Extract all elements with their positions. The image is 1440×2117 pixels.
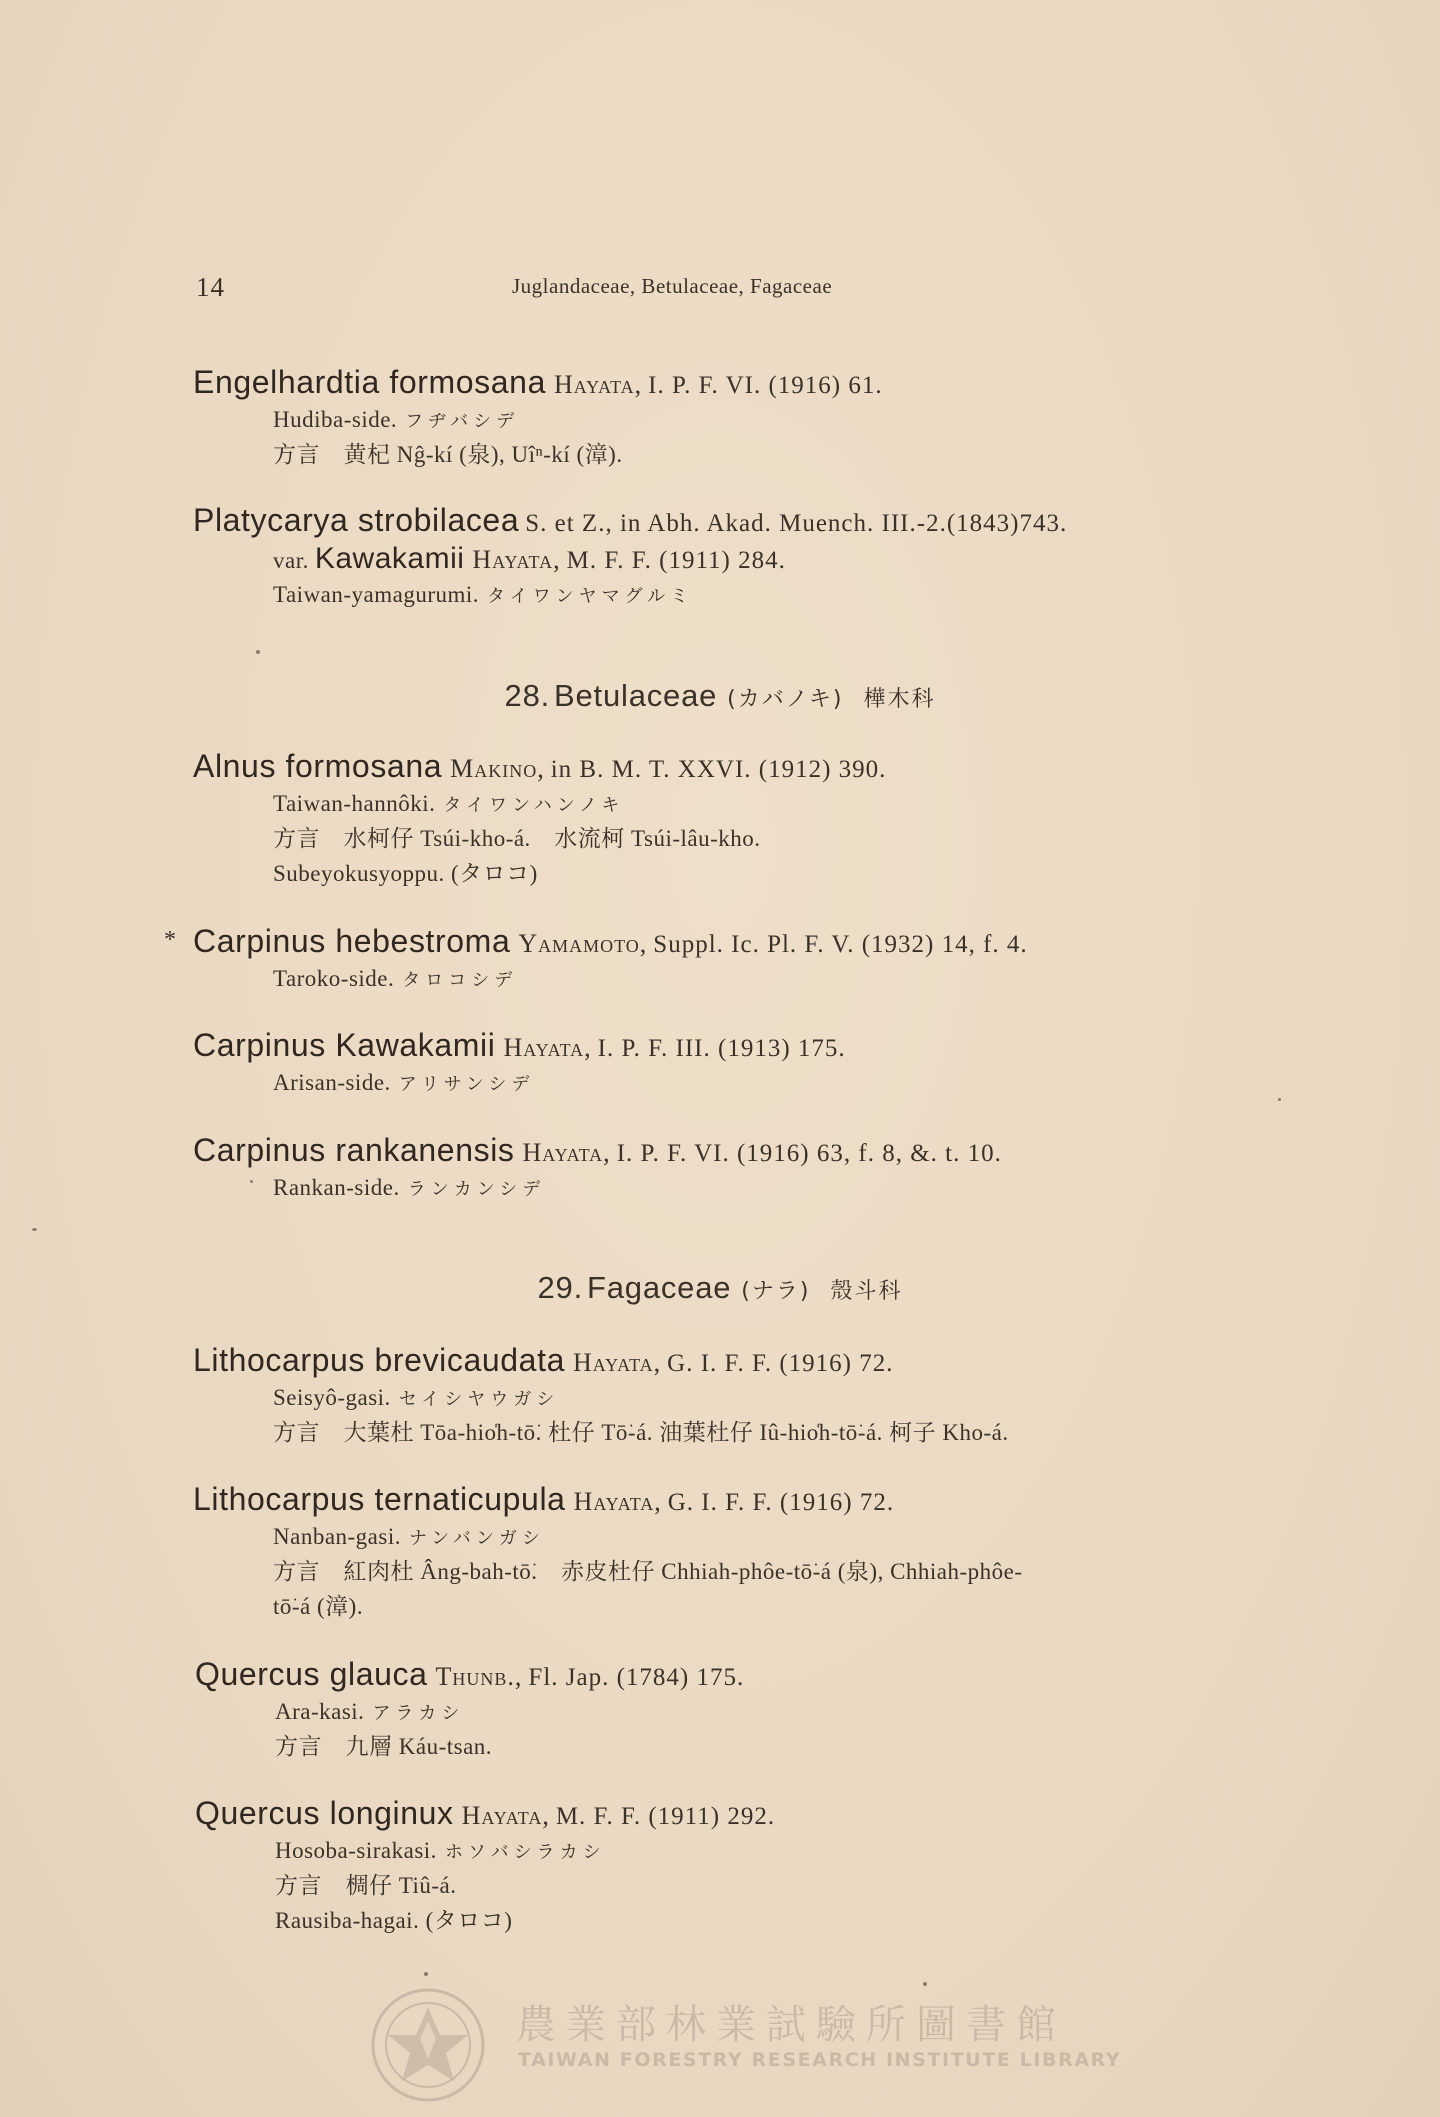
family-kanji: 樺木科 <box>863 687 936 712</box>
species-entry <box>193 1479 1253 1624</box>
dialect-line <box>275 1729 1255 1764</box>
romanized-name: Hudiba-side. <box>273 407 398 432</box>
citation: M. F. F. (1911) 284. <box>566 547 786 574</box>
katakana-name: タイワンハンノキ <box>443 795 625 816</box>
family-japanese: (ナラ) <box>741 1279 811 1304</box>
family-heading <box>0 678 1440 714</box>
citation: in B. M. T. XXVI. (1912) 390. <box>550 756 887 783</box>
dialect-line <box>273 1415 1253 1450</box>
library-seal-icon <box>368 1985 488 2105</box>
citation: G. I. F. F. (1916) 72. <box>667 1350 894 1377</box>
entry-heading <box>195 1654 1255 1694</box>
library-name-chinese: 農業部林業試驗所圖書館 <box>516 2002 1066 2048</box>
family-japanese: (カバノキ) <box>727 687 844 712</box>
family-name: Betulaceae <box>554 678 718 713</box>
romanized-name: Subeyokusyoppu. (タロコ) <box>273 861 538 886</box>
library-name-english: TAIWAN FORESTRY RESEARCH INSTITUTE LIBRARY <box>518 2049 1122 2071</box>
binomial: Engelhardtia formosana <box>193 364 546 400</box>
citation: S. et Z., in Abh. Akad. Muench. III.-2.(1843)743. <box>525 510 1068 537</box>
dialect-text: 方言 黄杞 Nĝ-kí (泉), Uîⁿ-kí (漳). <box>273 442 623 467</box>
binomial: Lithocarpus ternaticupula <box>193 1481 566 1517</box>
romanized-name: Ara-kasi. <box>275 1699 365 1724</box>
entry-heading <box>193 1340 1253 1380</box>
vernacular-line <box>275 1833 1255 1868</box>
binomial: Quercus glauca <box>195 1656 428 1692</box>
romanized-name: Taroko-side. <box>273 966 395 991</box>
katakana-name: タロコシデ <box>402 970 518 991</box>
family-number: 29. <box>537 1270 584 1305</box>
binomial: Alnus formosana <box>193 748 443 784</box>
author: Hayata, <box>472 545 561 574</box>
family-number: 28. <box>504 678 551 713</box>
citation: Fl. Jap. (1784) 175. <box>528 1664 745 1691</box>
vernacular-line <box>273 961 1253 996</box>
dialect-line <box>273 1589 1253 1624</box>
binomial: Lithocarpus brevicaudata <box>193 1342 565 1378</box>
dialect-text: 方言 椆仔 Tiû-á. <box>275 1873 457 1898</box>
entry-heading <box>193 500 1253 540</box>
family-heading <box>0 1270 1440 1306</box>
katakana-name: タイワンヤマグルミ <box>487 586 694 607</box>
species-entry <box>193 500 1253 612</box>
binomial: Carpinus rankanensis <box>193 1132 515 1168</box>
new-record-marker: * <box>164 927 176 953</box>
author: Thunb., <box>435 1662 523 1691</box>
vernacular-line <box>273 577 1253 612</box>
family-name: Fagaceae <box>587 1270 732 1305</box>
binomial: Carpinus Kawakamii <box>193 1027 496 1063</box>
vernacular-line <box>273 1170 1253 1205</box>
entry-heading <box>193 746 1253 786</box>
author: Hayata, <box>573 1487 662 1516</box>
dialect-text: 方言 紅肉杜 Âng-bah-tō͘. 赤皮杜仔 Chhiah-phôe-tō͘-á (泉), Chhiah-phôe- <box>273 1559 1023 1584</box>
dialect-text: 方言 水柯仔 Tsúi-kho-á. 水流柯 Tsúi-lâu-kho. <box>273 826 761 851</box>
variety-line <box>273 540 1253 577</box>
vernacular-line <box>273 1065 1253 1100</box>
entry-heading <box>193 921 1253 961</box>
citation: Suppl. Ic. Pl. F. V. (1932) 14, f. 4. <box>653 931 1028 958</box>
paper-speck <box>32 1228 37 1231</box>
author: Hayata, <box>553 370 643 399</box>
paper-speck <box>250 1180 253 1183</box>
dialect-text: 方言 大葉杜 Tōa-hio̍h-tō͘. 杜仔 Tō͘-á. 油葉杜仔 Iû-hio̍h-tō͘-á. 柯子 Kho-á. <box>273 1420 1009 1445</box>
library-watermark <box>368 1985 1122 2095</box>
katakana-name: ナンバンガシ <box>409 1528 545 1549</box>
citation: I. P. F. III. (1913) 175. <box>597 1035 846 1062</box>
vernacular-line <box>273 1519 1253 1554</box>
vernacular-line <box>273 856 1253 891</box>
romanized-name: Rausiba-hagai. (タロコ) <box>275 1908 513 1933</box>
dialect-text: 方言 九層 Káu-tsan. <box>275 1734 493 1759</box>
entry-heading <box>193 1479 1253 1519</box>
author: Hayata, <box>572 1348 662 1377</box>
family-kanji: 殼斗科 <box>830 1279 903 1304</box>
dialect-text: tō͘-á (漳). <box>273 1594 364 1619</box>
entry-heading <box>195 1793 1255 1833</box>
vernacular-line <box>273 786 1253 821</box>
binomial: Carpinus hebestroma <box>193 923 511 959</box>
page-number: 14 <box>196 272 225 302</box>
species-entry <box>193 1025 1253 1100</box>
species-entry <box>193 1340 1253 1450</box>
variety-prefix: var. <box>273 548 309 573</box>
vernacular-line <box>275 1694 1255 1729</box>
katakana-name: フヂバシデ <box>405 411 520 432</box>
author: Hayata, <box>503 1033 592 1062</box>
entry-heading <box>193 1130 1253 1170</box>
romanized-name: Rankan-side. <box>273 1175 400 1200</box>
entry-heading <box>193 362 1253 402</box>
variety-epithet: Kawakamii <box>314 542 465 575</box>
species-entry <box>195 1654 1255 1764</box>
romanized-name: Taiwan-yamagurumi. <box>273 582 480 607</box>
dialect-line <box>273 437 1253 472</box>
citation: G. I. F. F. (1916) 72. <box>667 1489 895 1516</box>
species-entry <box>195 1793 1255 1938</box>
romanized-name: Taiwan-hannôki. <box>273 791 436 816</box>
katakana-name: ランカンシデ <box>407 1179 546 1200</box>
author: Makino, <box>450 754 545 783</box>
running-title: Juglandaceae, Betulaceae, Fagaceae <box>512 274 833 298</box>
paper-speck <box>424 1972 428 1976</box>
dialect-line <box>273 1554 1253 1589</box>
citation: I. P. F. VI. (1916) 63, f. 8, &. t. 10. <box>616 1140 1002 1167</box>
vernacular-line <box>273 402 1253 437</box>
author: Yamamoto, <box>518 929 648 958</box>
vernacular-line <box>275 1903 1255 1938</box>
vernacular-line <box>273 1380 1253 1415</box>
romanized-name: Hosoba-sirakasi. <box>275 1838 437 1863</box>
species-entry <box>193 362 1253 472</box>
species-entry <box>193 746 1253 891</box>
katakana-name: セイシヤウガシ <box>398 1389 560 1410</box>
romanized-name: Seisyô-gasi. <box>273 1385 391 1410</box>
romanized-name: Nanban-gasi. <box>273 1524 401 1549</box>
entry-heading <box>193 1025 1253 1065</box>
paper-speck <box>1278 1098 1281 1101</box>
katakana-name: ホソバシラカシ <box>444 1842 606 1863</box>
species-entry <box>193 1130 1253 1205</box>
citation: M. F. F. (1911) 292. <box>555 1803 776 1830</box>
citation: I. P. F. VI. (1916) 61. <box>648 372 883 399</box>
katakana-name: アラカシ <box>372 1703 465 1724</box>
paper-speck <box>256 650 260 654</box>
dialect-line <box>273 821 1253 856</box>
dialect-line <box>275 1868 1255 1903</box>
species-entry <box>164 921 1253 996</box>
author: Hayata, <box>522 1138 611 1167</box>
running-head <box>0 272 1440 302</box>
author: Hayata, <box>461 1801 550 1830</box>
romanized-name: Arisan-side. <box>273 1070 391 1095</box>
binomial: Platycarya strobilacea <box>193 502 520 538</box>
katakana-name: アリサンシデ <box>398 1074 535 1095</box>
binomial: Quercus longinux <box>195 1795 454 1831</box>
